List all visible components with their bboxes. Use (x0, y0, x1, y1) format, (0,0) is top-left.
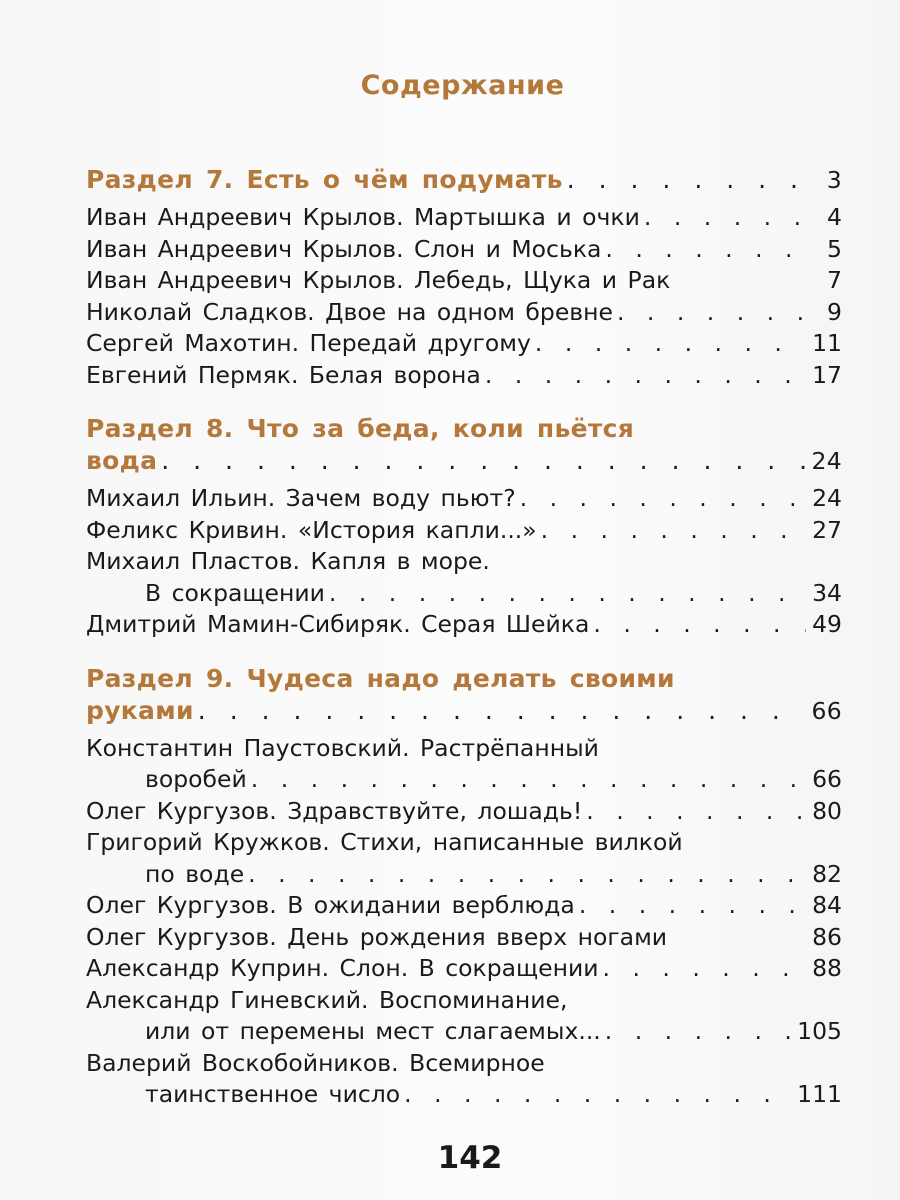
entry-title: Феликс Кривин. «История капли...» (86, 515, 537, 544)
entry-title: Михаил Пластов. Капля в море. (86, 547, 490, 575)
entry-page-number: 86 (812, 922, 842, 951)
entry-title: Константин Паустовский. Растрёпанный (86, 733, 599, 762)
entry-title: Евгений Пермяк. Белая ворона (86, 360, 481, 389)
entry-page-number: 17 (812, 360, 842, 389)
dot-leader (644, 202, 806, 234)
dot-leader (404, 1079, 791, 1111)
page-number: 142 (437, 1140, 503, 1176)
entry-title: Александр Гиневский. Воспоминание, (86, 985, 568, 1014)
entry-page-number: 84 (812, 891, 842, 919)
toc-entry (86, 515, 842, 547)
dot-leader (520, 483, 806, 515)
section-heading-text: Раздел 9. Чудеса надо делать своими (86, 663, 675, 693)
entry-page-number: 80 (812, 796, 842, 825)
entry-page-number: 82 (812, 859, 842, 888)
entry-page-number: 9 (827, 297, 842, 326)
section-heading (86, 164, 842, 196)
toc-entry (86, 1048, 842, 1111)
entry-page-number: 34 (812, 578, 842, 607)
dot-leader (248, 859, 806, 891)
entry-title-continued: воробей (145, 765, 247, 793)
section-heading (86, 663, 842, 727)
toc-entry (86, 733, 842, 796)
section-heading-text-continued: вода (86, 446, 158, 475)
entry-title: Олег Кургузов. День рождения вверх ногами (86, 922, 668, 951)
toc-entry (86, 796, 842, 828)
entry-page-number: 7 (827, 266, 842, 294)
toc-section-8 (86, 413, 842, 641)
entry-page-number: 24 (812, 484, 842, 512)
section-page-number: 3 (826, 166, 842, 194)
entry-title: Александр Куприн. Слон. В сокращении (86, 954, 599, 982)
toc-title: Содержание (360, 70, 565, 101)
toc-section-7 (86, 164, 842, 391)
section-heading-text: Раздел 7. Есть о чём подумать (86, 165, 563, 194)
dot-leader (579, 890, 806, 922)
toc-entry (86, 234, 842, 266)
entry-title: Иван Андреевич Крылов. Мартышка и очки (86, 203, 640, 231)
entry-page-number: 105 (797, 1017, 842, 1045)
dot-leader (329, 578, 806, 610)
entry-title: Николай Сладков. Двое на одном бревне (86, 297, 613, 326)
dot-leader (617, 297, 806, 329)
section-heading (86, 413, 842, 477)
toc-entry (86, 922, 842, 954)
dot-leader (198, 695, 806, 727)
toc-entry (86, 328, 842, 360)
entry-page-number: 49 (812, 610, 842, 638)
toc-entry (86, 483, 842, 515)
dot-leader (605, 1016, 791, 1048)
entry-page-number: 5 (827, 234, 842, 263)
toc-entry (86, 609, 842, 641)
toc-entry (86, 985, 842, 1048)
dot-leader (605, 234, 806, 266)
entry-page-number: 11 (812, 329, 842, 357)
section-heading-text-continued: руками (86, 695, 194, 725)
toc-entry (86, 890, 842, 922)
entry-title: Валерий Воскобойников. Всемирное (86, 1048, 545, 1077)
entry-title: Дмитрий Мамин-Сибиряк. Серая Шейка (86, 610, 590, 638)
toc-entry (86, 546, 842, 609)
dot-leader (485, 360, 806, 392)
dot-leader (567, 164, 806, 196)
section-page-number: 24 (811, 447, 842, 475)
toc-entry (86, 360, 842, 392)
toc-entry (86, 827, 842, 890)
entry-title-continued: или от перемены мест слагаемых... (145, 1017, 601, 1045)
entry-title: Иван Андреевич Крылов. Слон и Моська (86, 234, 602, 263)
entry-title: Иван Андреевич Крылов. Лебедь, Щука и Рак (86, 266, 671, 294)
entry-title: Михаил Ильин. Зачем воду пьют? (86, 484, 516, 512)
entry-title-continued: В сокращении (145, 578, 325, 607)
entry-page-number: 111 (797, 1080, 842, 1108)
toc-entry (86, 202, 842, 234)
entry-title: Олег Кургузов. Здравствуйте, лошадь! (86, 796, 583, 825)
entry-title: Сергей Махотин. Передай другому (86, 329, 531, 357)
entry-title: Олег Кургузов. В ожидании верблюда (86, 891, 575, 919)
dot-leader (603, 953, 806, 985)
section-page-number: 66 (811, 696, 842, 725)
entry-page-number: 4 (827, 203, 842, 231)
dot-leader (161, 445, 805, 477)
dot-leader (535, 328, 806, 360)
entry-page-number: 66 (812, 765, 842, 793)
toc-entry (86, 953, 842, 985)
entry-page-number: 88 (812, 954, 842, 982)
entry-title-continued: таинственное число (145, 1080, 401, 1108)
dot-leader (593, 609, 806, 641)
dot-leader (541, 515, 806, 547)
toc-section-9 (86, 663, 842, 1111)
dot-leader (586, 796, 806, 828)
entry-page-number: 27 (812, 515, 842, 544)
table-of-contents (86, 164, 842, 1111)
dot-leader (251, 764, 806, 796)
entry-title: Григорий Кружков. Стихи, написанные вилкой (86, 828, 683, 856)
toc-entry (86, 297, 842, 329)
entry-title-continued: по воде (145, 859, 245, 888)
section-heading-text: Раздел 8. Что за беда, коли пьётся (86, 414, 635, 443)
toc-entry (86, 265, 842, 297)
